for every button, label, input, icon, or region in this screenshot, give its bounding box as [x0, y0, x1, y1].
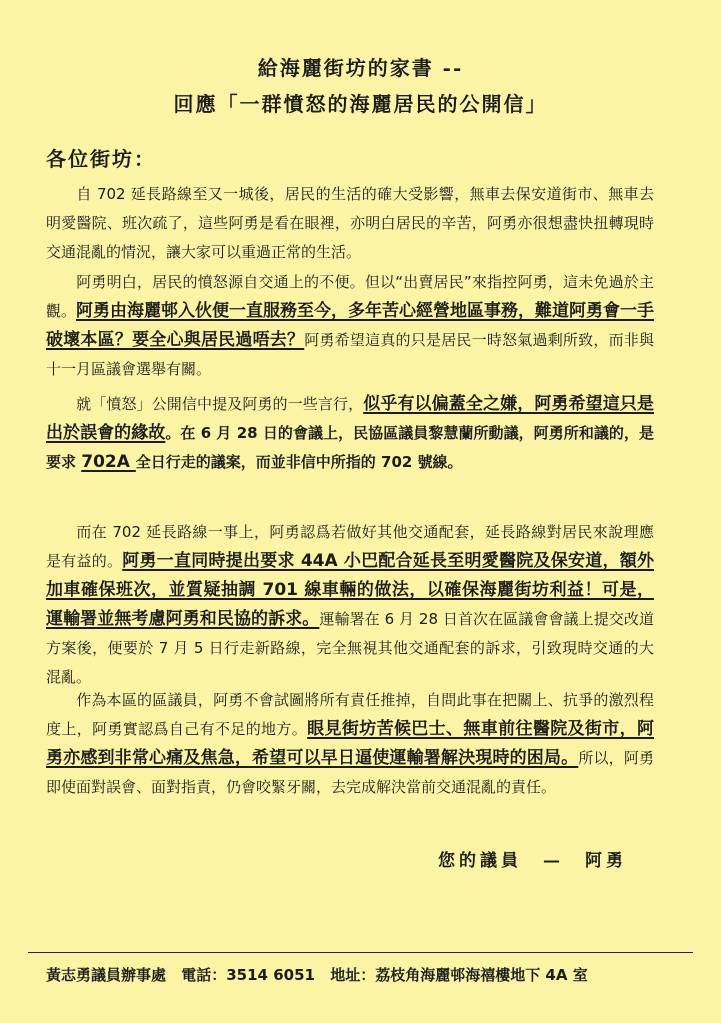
- paragraph-5-highlight: 眼見街坊苦候巴士、無車前往醫院及街市，阿勇亦感到非常心痛及焦急，希望可以早日逼使運輸署解決現時的困局。: [46, 719, 654, 768]
- paragraph-5: [46, 686, 654, 802]
- paragraph-2-highlight: 阿勇由海麗邨入伙便一直服務至今，多年苦心經營地區事務，難道阿勇會一手破壞本區？要全心與居民過唔去？: [46, 301, 655, 350]
- paragraph-3-bold-end: 全日行走的議案，而並非信中所指的 702 號線。: [135, 453, 463, 471]
- paragraph-2-text: 阿勇明白，居民的憤怒源自交通上的不便。但以“出賣居民”來指控阿勇，這未免過於主觀。: [46, 273, 654, 320]
- paragraph-4-text: 而在 702 延長路線一事上，阿勇認爲若做好其他交通配套，延長路線對居民來說理應是有益的。: [46, 523, 654, 570]
- salutation: 各位街坊：: [46, 147, 156, 171]
- footer-office: 黃志勇議員辦事處: [46, 966, 167, 984]
- paragraph-2-text-end: 阿勇希望這真的只是居民一時怒氣過剩所致，而非與十一月區議會選舉有關。: [46, 331, 654, 378]
- route-702a: 702A: [81, 452, 136, 472]
- letter-title: 給海麗街坊的家書 --: [257, 56, 464, 80]
- footer-phone: 電話：3514 6051: [181, 966, 315, 984]
- letter-subtitle: 回應「一群憤怒的海麗居民的公開信」: [173, 92, 548, 116]
- paragraph-5-text: 作為本區的區議員，阿勇不會試圖將所有責任推掉，自問此事在把關上、抗爭的激烈程度上，阿勇實認爲自己有不足的地方。: [46, 691, 654, 738]
- paragraph-3: [46, 390, 654, 477]
- paragraph-1: [46, 180, 654, 267]
- paragraph-2: [46, 268, 654, 384]
- paragraph-4-text-end: 運輸署在 6 月 28 日首次在區議會會議上提交改道方案後，便要於 7 月 5 日行走新路線，完全無視其他交通配套的訴求，引致現時交通的大混亂。: [46, 610, 654, 686]
- paragraph-3-text: 就「憤怒」公開信中提及阿勇的一些言行，: [76, 395, 364, 413]
- signature: 您的議員 — 阿勇: [438, 851, 627, 871]
- footer: [46, 964, 598, 985]
- paragraph-5-text-end: 所以，阿勇即使面對誤會、面對指責，仍會咬緊牙關，去完成解決當前交通混亂的責任。: [46, 749, 654, 796]
- paragraph-1-text: 自 702 延長路線至又一城後，居民的生活的確大受影響，無車去保安道街市、無車去明愛醫院、班次疏了，這些阿勇是看在眼裡，亦明白居民的辛苦，阿勇亦很想盡快扭轉現時交通混亂的情況，讓大家可以重過正常的生活。: [46, 185, 654, 261]
- footer-divider: [28, 952, 693, 953]
- paragraph-3-bold: 。在 6 月 28 日的會議上，民協區議員黎慧蘭所動議，阿勇所和議的，是要求: [46, 424, 655, 471]
- paragraph-4: [46, 518, 654, 692]
- paragraph-4-highlight: 阿勇一直同時提出要求 44A 小巴配合延長至明愛醫院及保安道，額外加車確保班次，並質疑抽調 701 線車輛的做法，以確保海麗街坊利益！可是，運輸署並無考慮阿勇和民協的訴求。: [46, 551, 654, 629]
- paragraph-3-highlight: 似乎有以偏蓋全之嫌，阿勇希望這只是出於誤會的緣故: [46, 394, 654, 443]
- footer-address: 地址：荔枝角海麗邨海禧樓地下 4A 室: [330, 966, 588, 984]
